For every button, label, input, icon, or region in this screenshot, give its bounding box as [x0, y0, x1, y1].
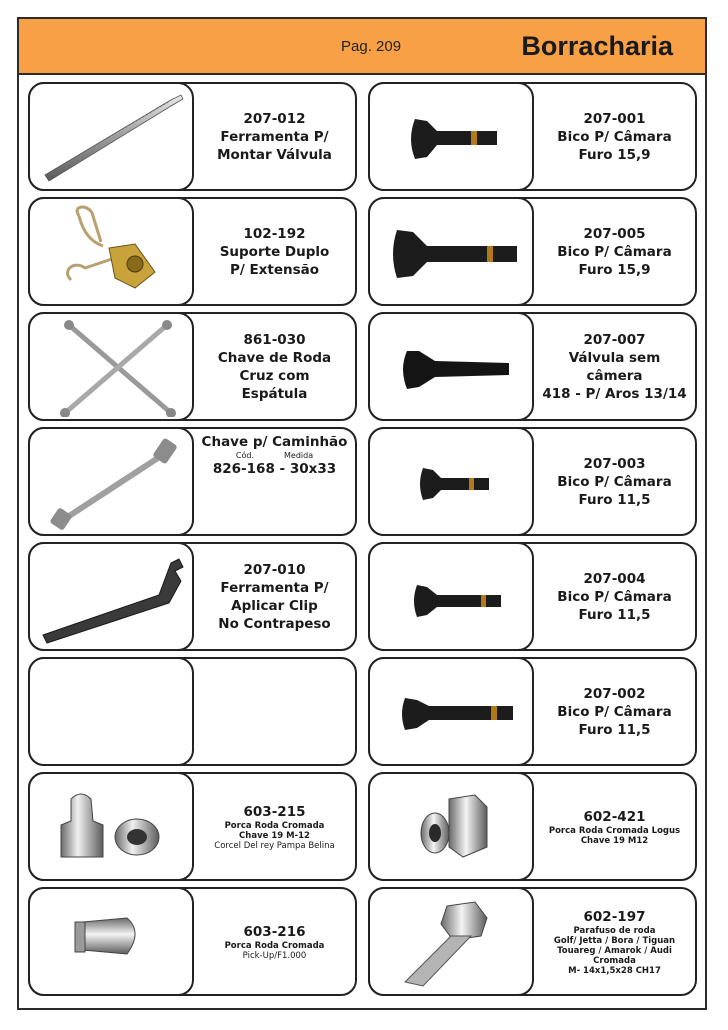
product-name: Furo 15,9: [578, 261, 651, 278]
product-code: 603-215: [243, 803, 306, 820]
product-name: Bico P/ Câmara: [557, 473, 672, 490]
product-card: [28, 197, 357, 306]
product-code: 207-001: [583, 110, 646, 127]
code-label: Cód.: [235, 451, 254, 460]
product-card: [368, 197, 697, 306]
product-code: 602-197: [583, 908, 646, 925]
valve-stem-icon: [368, 542, 534, 651]
product-card: [28, 887, 357, 996]
page-number: Pag. 209: [341, 38, 402, 55]
product-card: [28, 312, 357, 421]
empty-card: [28, 657, 357, 766]
product-text: [534, 314, 695, 419]
cross-wrench-icon: [28, 312, 194, 421]
product-note: Corcel Del rey Pampa Belina: [214, 840, 335, 851]
product-name: Bico P/ Câmara: [557, 128, 672, 145]
product-finish: Cromada: [593, 955, 636, 966]
product-card: [28, 542, 357, 651]
lug-nut-cap-icon: [28, 887, 194, 996]
product-name: Bico P/ Câmara: [557, 243, 672, 260]
product-text: [534, 84, 695, 189]
valve-stem-icon: [368, 197, 534, 306]
product-note: Pick-Up/F1.000: [242, 950, 307, 961]
product-spec: Chave 19 M-12: [239, 830, 310, 841]
product-name: No Contrapeso: [218, 615, 331, 632]
product-text: [194, 314, 355, 419]
product-name: Porca Roda Cromada: [224, 820, 325, 831]
product-name: Válvula sem câmera: [568, 349, 661, 384]
product-code: 207-002: [583, 685, 646, 702]
wheel-bolt-icon: [368, 887, 534, 996]
product-text: [194, 429, 355, 534]
product-code: 826-168 - 30x33: [212, 461, 337, 477]
clip-tool-icon: [28, 542, 194, 651]
size-label: Medida: [284, 451, 314, 460]
product-code: 207-012: [243, 110, 306, 127]
product-models: Golf/ Jetta / Bora / Tiguan Touareg / Amarok / Audi: [553, 935, 676, 956]
product-name: Bico P/ Câmara: [557, 588, 672, 605]
product-card: [368, 657, 697, 766]
truck-wrench-icon: [28, 427, 194, 536]
product-text: [194, 199, 355, 304]
product-code: 602-421: [583, 808, 646, 825]
product-code: 207-004: [583, 570, 646, 587]
product-card: [368, 887, 697, 996]
product-card: [368, 542, 697, 651]
product-name: Bico P/ Câmara: [557, 703, 672, 720]
product-code: 102-192: [243, 225, 306, 242]
product-card: [368, 427, 697, 536]
product-text: [194, 774, 355, 879]
product-labels: [236, 451, 313, 461]
product-name: Suporte Duplo: [219, 243, 330, 260]
product-name: Furo 11,5: [578, 606, 651, 623]
product-card: [368, 82, 697, 191]
product-text: [534, 774, 695, 879]
valve-tool-icon: [28, 82, 194, 191]
product-name: Ferramenta P/: [220, 128, 329, 145]
product-code: 207-007: [583, 331, 646, 348]
product-card: [28, 82, 357, 191]
product-name: Espátula: [241, 385, 308, 402]
page-header: [17, 17, 707, 75]
product-text: [194, 889, 355, 994]
product-name: Porca Roda Cromada Logus: [548, 825, 681, 836]
valve-stem-icon: [368, 427, 534, 536]
product-name: Furo 11,5: [578, 721, 651, 738]
product-card: [28, 427, 357, 536]
product-card: [28, 772, 357, 881]
lug-nut-icon: [28, 772, 194, 881]
bracket-icon: [28, 197, 194, 306]
product-text: [534, 889, 695, 994]
lug-nut-icon: [368, 772, 534, 881]
product-code: 207-005: [583, 225, 646, 242]
product-code: 603-216: [243, 923, 306, 940]
product-spec: Chave 19 M12: [580, 835, 649, 846]
product-name: Porca Roda Cromada: [224, 940, 325, 951]
product-text: [194, 544, 355, 649]
product-name: Parafuso de roda: [573, 925, 656, 936]
product-text: [534, 199, 695, 304]
valve-stem-icon: [368, 82, 534, 191]
product-code: 207-010: [243, 561, 306, 578]
product-name: Cruz com: [239, 367, 310, 384]
product-name: Chave p/ Caminhão: [201, 434, 348, 450]
product-name: 418 - P/ Aros 13/14: [542, 385, 687, 402]
product-name: Ferramenta P/: [220, 579, 329, 596]
section-title: Borracharia: [521, 31, 673, 61]
product-spec: M- 14x1,5x28 CH17: [568, 965, 661, 976]
product-name: Montar Válvula: [217, 146, 332, 163]
product-text: [194, 84, 355, 189]
product-name: P/ Extensão: [229, 261, 320, 278]
valve-stem-icon: [368, 657, 534, 766]
product-card: [368, 772, 697, 881]
product-text: [534, 659, 695, 764]
product-name: Furo 11,5: [578, 491, 651, 508]
product-name: Chave de Roda: [217, 349, 332, 366]
product-name: Furo 15,9: [578, 146, 651, 163]
product-text: [534, 544, 695, 649]
product-name: Aplicar Clip: [231, 597, 318, 614]
product-card: [368, 312, 697, 421]
tubeless-valve-icon: [368, 312, 534, 421]
product-code: 861-030: [243, 331, 306, 348]
product-text: [534, 429, 695, 534]
product-code: 207-003: [583, 455, 646, 472]
empty-image: [28, 657, 194, 766]
